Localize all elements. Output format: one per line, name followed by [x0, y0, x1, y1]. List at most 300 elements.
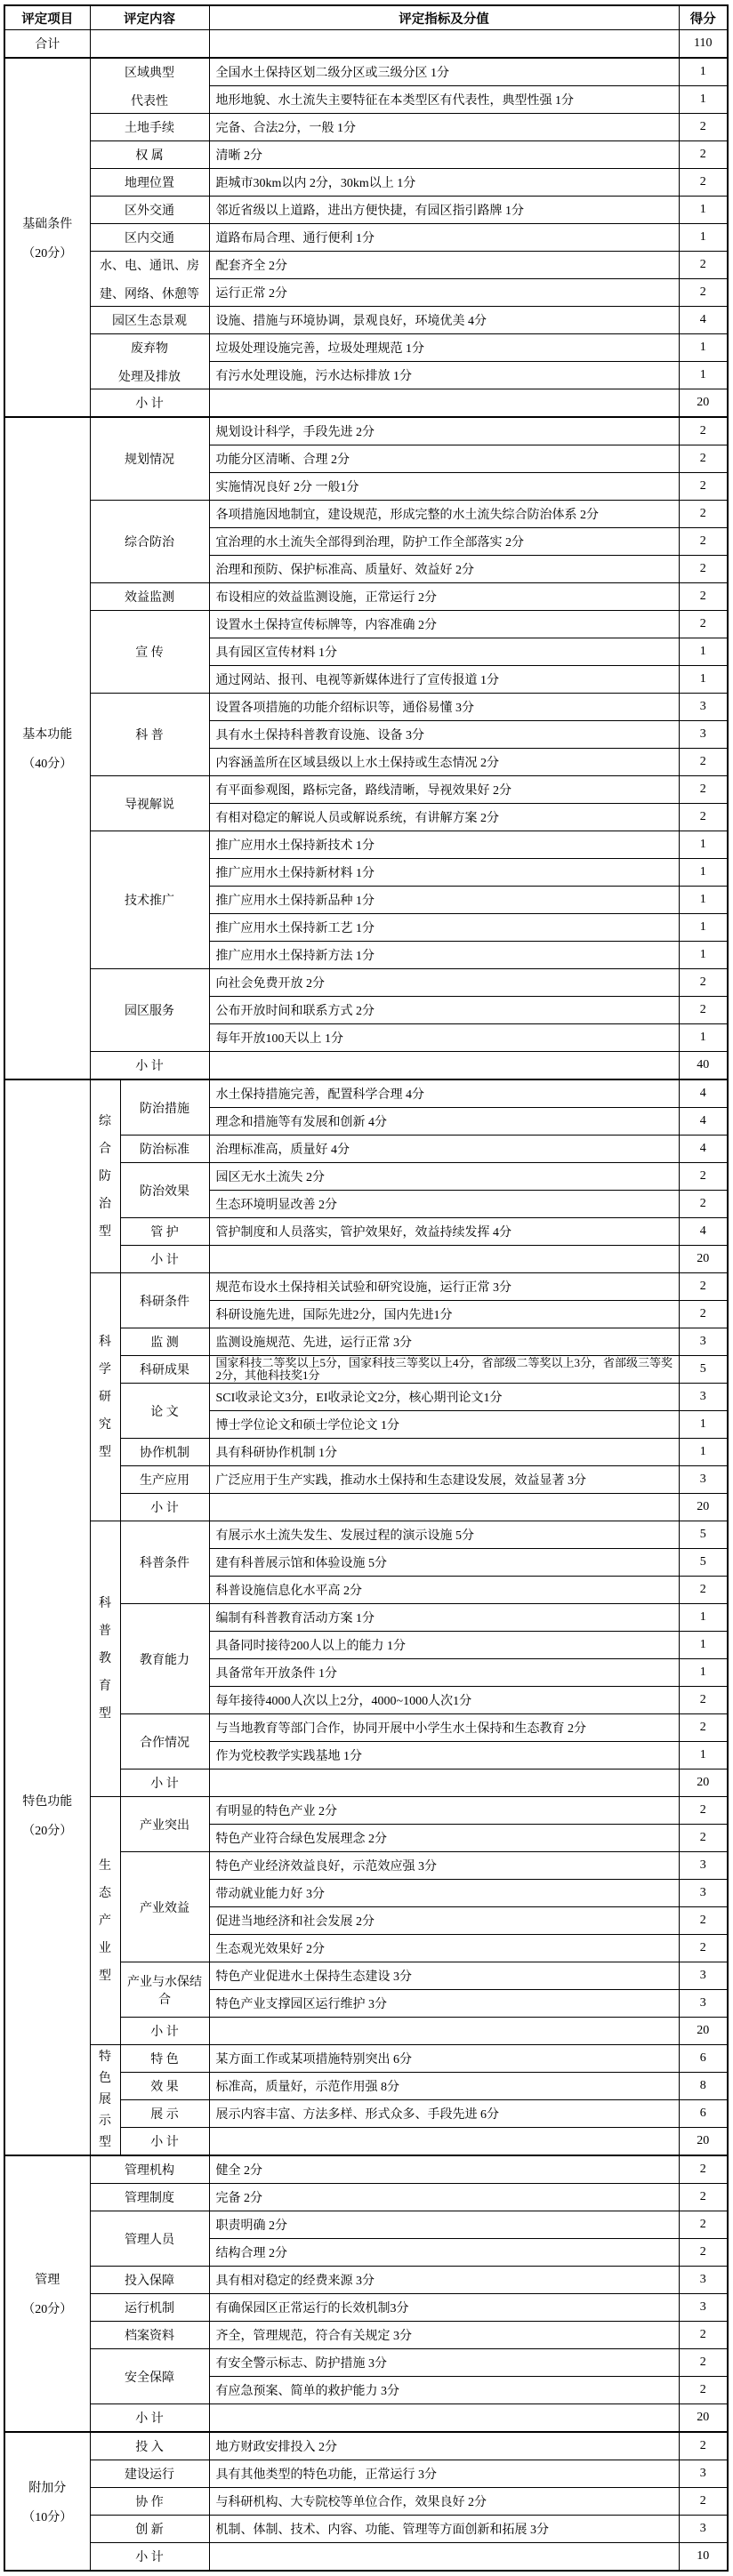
content-label	[90, 307, 209, 334]
subtotal-indicator-empty	[209, 1052, 679, 1080]
content-label-line: 管 护	[150, 1226, 179, 1240]
score-cell: 3	[679, 1466, 728, 1494]
indicator-cell: 每年接待4000人次以上2分，4000~1000人次1分	[209, 1687, 679, 1714]
content-label-line: 教育能力	[140, 1653, 189, 1667]
total-row	[4, 30, 728, 59]
score-cell: 2	[679, 969, 728, 997]
score-cell: 3	[679, 1852, 728, 1880]
indicator-cell: 促进当地经济和社会发展 2分	[209, 1907, 679, 1935]
table-row	[4, 2294, 728, 2322]
table-row	[4, 114, 728, 141]
indicator-cell: 推广应用水土保持新材料 1分	[209, 859, 679, 887]
content-label	[90, 58, 209, 114]
table-row	[4, 831, 728, 859]
table-row	[4, 2184, 728, 2211]
content-label-line: 科普条件	[140, 1557, 189, 1570]
indicator-cell: 特色产业支撑园区运行维护 3分	[209, 1990, 679, 2018]
score-cell: 2	[679, 997, 728, 1024]
content-label	[120, 2100, 209, 2128]
indicator-cell: 具备常年开放条件 1分	[209, 1659, 679, 1687]
content-label-line: 展 示	[150, 2108, 179, 2122]
score-cell: 4	[679, 1108, 728, 1136]
score-cell: 2	[679, 1191, 728, 1218]
type-vertical-label-line: 态	[99, 1886, 111, 1900]
score-cell: 2	[679, 141, 728, 169]
indicator-cell: 编制有科普教育活动方案 1分	[209, 1604, 679, 1632]
subtotal-label	[90, 2543, 209, 2572]
score-cell: 2	[679, 279, 728, 307]
score-cell: 2	[679, 2432, 728, 2460]
subtotal-label	[90, 389, 209, 418]
subtotal-indicator-empty	[209, 1769, 679, 1797]
type-vertical-label-line: 综	[99, 1114, 111, 1128]
section-title-line: 基本功能	[22, 728, 73, 742]
content-label-line: 效 果	[150, 2081, 179, 2094]
table-row	[4, 2349, 728, 2377]
indicator-cell: 有相对稳定的解说人员或解说系统，有讲解方案 2分	[209, 804, 679, 831]
score-cell: 3	[679, 2460, 728, 2488]
table-row	[4, 2267, 728, 2294]
score-cell: 2	[679, 556, 728, 583]
indicator-cell: 机制、体制、技术、内容、功能、管理等方面创新和拓展 3分	[209, 2516, 679, 2543]
content-label-line: 防治标准	[140, 1144, 189, 1157]
table-row	[4, 2211, 728, 2239]
indicator-cell: 展示内容丰富、方法多样、形式众多、手段先进 6分	[209, 2100, 679, 2128]
score-cell: 2	[679, 2184, 728, 2211]
section-title-line: 特色功能	[22, 1795, 73, 1809]
score-cell: 2	[679, 417, 728, 445]
table-row	[4, 141, 728, 169]
content-label	[90, 2488, 209, 2516]
type-vertical-label-line: 产	[99, 1914, 111, 1928]
score-cell: 2	[679, 1577, 728, 1604]
indicator-cell: 实施情况良好 2分 一般1分	[209, 473, 679, 501]
indicator-cell: 各项措施因地制宜，建设规范，形成完整的水土流失综合防治体系 2分	[209, 501, 679, 528]
content-label-line: 科研成果	[140, 1364, 189, 1377]
content-label	[90, 2294, 209, 2322]
content-label	[90, 141, 209, 169]
subtotal-score: 20	[679, 2128, 728, 2156]
indicator-cell: 具有相对稳定的经费来源 3分	[209, 2267, 679, 2294]
score-cell: 3	[679, 1990, 728, 2018]
score-cell: 2	[679, 445, 728, 473]
score-cell: 2	[679, 1714, 728, 1742]
score-cell: 1	[679, 1439, 728, 1466]
indicator-cell: 监测设施规范、先进，运行正常 3分	[209, 1328, 679, 1356]
table-row	[4, 776, 728, 804]
section-title-line: （10分）	[22, 2510, 73, 2524]
section-title	[4, 1079, 90, 2155]
score-cell: 2	[679, 2488, 728, 2516]
indicator-cell: 内容涵盖所在区域县级以上水土保持或生态情况 2分	[209, 749, 679, 776]
score-cell: 3	[679, 721, 728, 749]
indicator-cell: 道路布局合理、通行便利 1分	[209, 224, 679, 252]
table-row	[4, 1521, 728, 1549]
indicator-cell: 设置水土保持宣传标牌等，内容准确 2分	[209, 611, 679, 638]
type-vertical-label-line: 教	[99, 1652, 111, 1665]
type-vertical-label-line: 治	[99, 1197, 111, 1211]
content-label	[120, 1521, 209, 1604]
total-indicator-empty	[209, 30, 679, 59]
table-row	[4, 1797, 728, 1825]
subtotal-score: 20	[679, 1494, 728, 1521]
score-cell: 2	[679, 1163, 728, 1191]
content-label-line: 运行机制	[125, 2302, 174, 2315]
content-label	[90, 2322, 209, 2349]
content-label-line: 档案资料	[125, 2330, 174, 2343]
subtotal-indicator-empty	[209, 1494, 679, 1521]
type-vertical-label	[90, 1797, 120, 2045]
indicator-cell: 功能分区清晰、合理 2分	[209, 445, 679, 473]
score-cell: 4	[679, 1079, 728, 1108]
content-label-line: 权 属	[135, 149, 164, 163]
content-label-line: 协作机制	[140, 1447, 189, 1460]
section-title-line: （20分）	[22, 246, 73, 261]
type-vertical-label-line: 防	[99, 1169, 111, 1184]
score-cell: 2	[679, 583, 728, 611]
content-label-line: 规划情况	[125, 453, 174, 467]
score-cell: 2	[679, 1907, 728, 1935]
total-label: 合计	[4, 30, 90, 59]
content-label-line: 生产应用	[140, 1474, 189, 1488]
evaluation-criteria-table	[4, 4, 729, 2572]
table-row	[4, 2460, 728, 2488]
score-cell: 1	[679, 224, 728, 252]
content-label-line: 产业效益	[140, 1901, 189, 1915]
content-label	[90, 2432, 209, 2460]
score-cell: 1	[679, 86, 728, 114]
content-label	[90, 417, 209, 501]
score-cell: 2	[679, 2377, 728, 2404]
table-row	[4, 307, 728, 334]
content-label	[120, 1384, 209, 1439]
subtotal-label-line: 小 计	[135, 1060, 164, 1073]
content-label	[90, 694, 209, 776]
indicator-cell: 推广应用水土保持新工艺 1分	[209, 914, 679, 942]
section-title-line: （20分）	[22, 2303, 73, 2316]
content-label-line: 地理位置	[125, 177, 174, 190]
type-vertical-label-line: 型	[99, 1224, 111, 1239]
content-label-line: 水、电、通讯、房	[100, 259, 199, 273]
subtotal-indicator-empty	[209, 389, 679, 418]
score-cell: 2	[679, 1935, 728, 1962]
content-label-line: 综合防治	[125, 536, 174, 550]
indicator-cell: 有展示水土流失发生、发展过程的演示设施 5分	[209, 1521, 679, 1549]
content-label-line: 处理及排放	[118, 370, 181, 384]
indicator-cell: 特色产业促进水土保持生态建设 3分	[209, 1962, 679, 1990]
type-vertical-label	[90, 1273, 120, 1521]
indicator-cell: 垃圾处理设施完善，垃圾处理规范 1分	[209, 334, 679, 362]
content-label-line: 特 色	[150, 2053, 179, 2066]
table-row	[4, 417, 728, 445]
indicator-cell: 邻近省级以上道路，进出方便快捷，有园区指引路牌 1分	[209, 197, 679, 224]
score-cell: 2	[679, 2239, 728, 2267]
table-row	[4, 1273, 728, 1301]
table-row	[4, 1079, 728, 1108]
content-label-line: 效益监测	[125, 591, 174, 605]
indicator-cell: 特色产业符合绿色发展理念 2分	[209, 1825, 679, 1852]
content-label	[120, 2045, 209, 2073]
subtotal-row	[4, 389, 728, 418]
section-title-line: （40分）	[22, 758, 73, 771]
score-cell: 2	[679, 1687, 728, 1714]
subtotal-score: 40	[679, 1052, 728, 1080]
score-cell: 1	[679, 1632, 728, 1659]
table-body	[4, 30, 728, 2572]
indicator-cell: 推广应用水土保持新技术 1分	[209, 831, 679, 859]
type-vertical-label	[90, 2045, 120, 2156]
indicator-cell: 与当地教育等部门合作，协同开展中小学生水土保持和生态教育 2分	[209, 1714, 679, 1742]
score-cell: 1	[679, 1024, 728, 1052]
indicator-cell: 推广应用水土保持新品种 1分	[209, 887, 679, 914]
score-cell: 2	[679, 1273, 728, 1301]
section-title	[4, 58, 90, 417]
score-cell: 3	[679, 1384, 728, 1411]
indicator-cell: 某方面工作或某项措施特别突出 6分	[209, 2045, 679, 2073]
score-cell: 5	[679, 1356, 728, 1384]
content-label	[90, 831, 209, 969]
content-label-line: 宣 传	[135, 646, 164, 660]
subtotal-label	[90, 1052, 209, 1080]
total-content-empty	[90, 30, 209, 59]
subtotal-label-line: 小 计	[150, 1254, 179, 1267]
score-cell: 4	[679, 1218, 728, 1246]
content-label	[90, 2267, 209, 2294]
indicator-cell: 设置各项措施的功能介绍标识等，通俗易懂 3分	[209, 694, 679, 721]
subtotal-label-line: 小 计	[150, 1778, 179, 1791]
indicator-cell: 广泛应用于生产实践，推动水土保持和生态建设发展，效益显著 3分	[209, 1466, 679, 1494]
content-label	[120, 1439, 209, 1466]
table-row	[4, 2045, 728, 2073]
type-vertical-label-line: 生	[99, 1858, 111, 1873]
content-label	[90, 2460, 209, 2488]
indicator-cell: 完备、合法2分，一般 1分	[209, 114, 679, 141]
type-vertical-label-line: 色	[99, 2071, 111, 2085]
type-vertical-label-line: 业	[99, 1941, 111, 1955]
table-row	[4, 58, 728, 86]
content-label	[120, 1852, 209, 1962]
subtotal-label	[120, 1494, 209, 1521]
indicator-cell: 设施、措施与环境协调，景观良好，环境优美 4分	[209, 307, 679, 334]
score-cell: 5	[679, 1549, 728, 1577]
header-indicator: 评定指标及分值	[209, 5, 679, 30]
indicator-cell: 博士学位论文和硕士学位论文 1分	[209, 1411, 679, 1439]
subtotal-label-line: 小 计	[135, 397, 164, 411]
indicator-cell: 规范布设水土保持相关试验和研究设施，运行正常 3分	[209, 1273, 679, 1301]
score-cell: 3	[679, 1328, 728, 1356]
indicator-cell: 具备同时接待200人以上的能力 1分	[209, 1632, 679, 1659]
content-label	[90, 2349, 209, 2404]
header-row	[4, 5, 728, 30]
content-label	[90, 969, 209, 1052]
table-row	[4, 501, 728, 528]
score-cell: 4	[679, 307, 728, 334]
score-cell: 2	[679, 252, 728, 279]
score-cell: 6	[679, 2045, 728, 2073]
content-label	[90, 2184, 209, 2211]
score-cell: 1	[679, 887, 728, 914]
score-cell: 2	[679, 2322, 728, 2349]
indicator-cell: 公布开放时间和联系方式 2分	[209, 997, 679, 1024]
content-label	[120, 1797, 209, 1852]
content-label	[120, 1079, 209, 1136]
indicator-cell: 地形地貌、水土流失主要特征在本类型区有代表性，典型性强 1分	[209, 86, 679, 114]
content-label	[90, 776, 209, 831]
content-label-line: 管理制度	[125, 2192, 174, 2205]
content-label	[90, 2211, 209, 2267]
indicator-cell: 通过网站、报刊、电视等新媒体进行了宣传报道 1分	[209, 666, 679, 694]
score-cell: 1	[679, 1411, 728, 1439]
score-cell: 3	[679, 694, 728, 721]
indicator-cell: 完备 2分	[209, 2184, 679, 2211]
indicator-cell: 建有科普展示馆和体验设施 5分	[209, 1549, 679, 1577]
table-row	[4, 334, 728, 362]
score-cell: 1	[679, 1742, 728, 1769]
indicator-cell: 配套齐全 2分	[209, 252, 679, 279]
type-vertical-label-line: 型	[99, 1969, 111, 1983]
content-label-line: 防治效果	[140, 1184, 189, 1199]
indicator-cell: 有污水处理设施，污水达标排放 1分	[209, 362, 679, 389]
indicator-cell: 园区无水土流失 2分	[209, 1163, 679, 1191]
table-row	[4, 2516, 728, 2543]
table-row	[4, 2322, 728, 2349]
content-label-line: 建、网络、休憩等	[100, 287, 199, 301]
subtotal-row	[4, 1052, 728, 1080]
subtotal-indicator-empty	[209, 1246, 679, 1273]
indicator-cell: 职责明确 2分	[209, 2211, 679, 2239]
content-label-line: 合作情况	[140, 1736, 189, 1750]
indicator-cell: 标准高，质量好，示范作用强 8分	[209, 2073, 679, 2100]
type-vertical-label-line: 特	[99, 2050, 111, 2064]
subtotal-indicator-empty	[209, 2404, 679, 2433]
score-cell: 3	[679, 1880, 728, 1907]
subtotal-label-line: 小 计	[150, 2026, 179, 2039]
content-label	[120, 1218, 209, 1246]
content-label-line: 产业与水保结合	[127, 1975, 202, 2007]
indicator-cell: 治理和预防、保护标准高、质量好、效益好 2分	[209, 556, 679, 583]
indicator-cell: 向社会免费开放 2分	[209, 969, 679, 997]
section-title	[4, 2432, 90, 2571]
type-vertical-label-line: 研	[99, 1390, 111, 1404]
content-label	[90, 501, 209, 583]
content-label	[90, 2516, 209, 2543]
score-cell: 5	[679, 1521, 728, 1549]
header-content: 评定内容	[90, 5, 209, 30]
indicator-cell: 清晰 2分	[209, 141, 679, 169]
content-label-line: 产业突出	[140, 1818, 189, 1833]
subtotal-label-line: 小 计	[135, 2412, 164, 2426]
score-cell: 2	[679, 2211, 728, 2239]
indicator-cell: 规划设计科学，手段先进 2分	[209, 417, 679, 445]
indicator-cell: 水土保持措施完善，配置科学合理 4分	[209, 1079, 679, 1108]
score-cell: 6	[679, 2100, 728, 2128]
content-label-line: 投入保障	[125, 2275, 174, 2288]
type-vertical-label-line: 示	[99, 2114, 111, 2128]
content-label	[90, 252, 209, 307]
indicator-cell: 作为党校教学实践基地 1分	[209, 1742, 679, 1769]
content-label	[120, 1604, 209, 1714]
score-cell: 1	[679, 334, 728, 362]
content-label	[90, 334, 209, 389]
content-label	[90, 611, 209, 694]
score-cell: 3	[679, 2516, 728, 2543]
indicator-cell: 结构合理 2分	[209, 2239, 679, 2267]
content-label-line: 安全保障	[125, 2371, 174, 2385]
score-cell: 2	[679, 1797, 728, 1825]
subtotal-label	[120, 2128, 209, 2156]
content-label	[120, 1163, 209, 1218]
subtotal-score: 20	[679, 389, 728, 418]
content-label	[120, 1466, 209, 1494]
table-row	[4, 224, 728, 252]
type-vertical-label-line: 合	[99, 1142, 111, 1156]
score-cell: 1	[679, 1659, 728, 1687]
type-vertical-label	[90, 1079, 120, 1273]
indicator-cell: 理念和措施等有发展和创新 4分	[209, 1108, 679, 1136]
indicator-cell: 生态环境明显改善 2分	[209, 1191, 679, 1218]
table-row	[4, 2155, 728, 2184]
indicator-cell: 运行正常 2分	[209, 279, 679, 307]
type-vertical-label-line: 展	[99, 2092, 111, 2107]
indicator-cell: 有明显的特色产业 2分	[209, 1797, 679, 1825]
indicator-cell: 国家科技二等奖以上5分，国家科技三等奖以上4分，省部级二等奖以上3分，省部级三等奖2分，其他科技奖1分	[209, 1356, 679, 1384]
subtotal-indicator-empty	[209, 2543, 679, 2572]
content-label-line: 土地手续	[125, 122, 174, 135]
indicator-cell: 有应急预案、简单的救护能力 3分	[209, 2377, 679, 2404]
table-header	[4, 5, 728, 30]
section-title-line: 管理	[35, 2274, 60, 2287]
indicator-cell: 齐全，管理规范，符合有关规定 3分	[209, 2322, 679, 2349]
content-label-line: 技术推广	[125, 895, 174, 908]
subtotal-score: 20	[679, 2018, 728, 2045]
indicator-cell: 科普设施信息化水平高 2分	[209, 1577, 679, 1604]
score-cell: 1	[679, 362, 728, 389]
score-cell: 2	[679, 1825, 728, 1852]
content-label	[120, 1136, 209, 1163]
indicator-cell: 宜治理的水土流失全部得到治理，防护工作全部落实 2分	[209, 528, 679, 556]
section-title-line: （20分）	[22, 1825, 73, 1838]
indicator-cell: 带动就业能力好 3分	[209, 1880, 679, 1907]
content-label	[90, 197, 209, 224]
content-label	[120, 1962, 209, 2018]
content-label-line: 论 文	[150, 1405, 179, 1419]
score-cell: 1	[679, 197, 728, 224]
subtotal-row	[4, 2404, 728, 2433]
type-vertical-label	[90, 1521, 120, 1797]
score-cell: 3	[679, 1962, 728, 1990]
indicator-cell: 距城市30km以内 2分，30km以上 1分	[209, 169, 679, 197]
table-row	[4, 197, 728, 224]
total-score: 110	[679, 30, 728, 59]
subtotal-label-line: 小 计	[135, 2551, 164, 2564]
content-label	[120, 1273, 209, 1328]
indicator-cell: 具有其他类型的特色功能，正常运行 3分	[209, 2460, 679, 2488]
score-cell: 3	[679, 2267, 728, 2294]
section-title	[4, 417, 90, 1079]
score-cell: 2	[679, 169, 728, 197]
indicator-cell: 科研设施先进，国际先进2分，国内先进1分	[209, 1301, 679, 1328]
content-label-line: 导视解说	[125, 798, 174, 812]
score-cell: 2	[679, 528, 728, 556]
score-cell: 2	[679, 2155, 728, 2184]
content-label-line: 创 新	[135, 2524, 164, 2537]
section-title-line: 附加分	[28, 2481, 67, 2495]
content-label-line: 管理人员	[125, 2233, 174, 2247]
indicator-cell: 有平面参观图，路标完备，路线清晰，导视效果好 2分	[209, 776, 679, 804]
content-label-line: 科 普	[135, 729, 164, 742]
indicator-cell: 健全 2分	[209, 2155, 679, 2184]
score-cell: 2	[679, 501, 728, 528]
